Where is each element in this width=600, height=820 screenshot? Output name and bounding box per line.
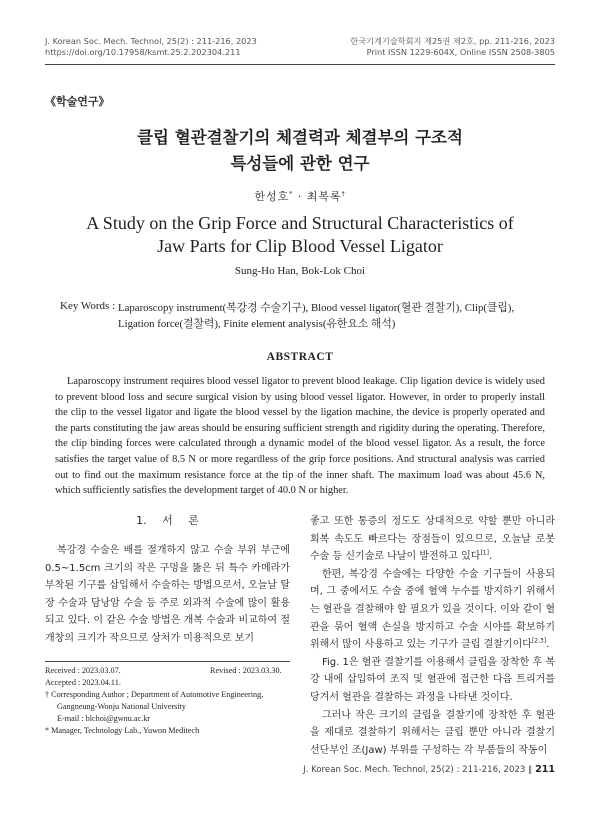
paragraph: 그러나 작은 크기의 클립을 결찰기에 장착한 후 혈관을 제대로 결찰하기 위해서는 클립 뿐만 아니라 결찰기 선단부인 조(Jaw) 부위를 구성하는 각 부품들의 작동이 (310, 709, 555, 756)
journal-citation: J. Korean Soc. Mech. Technol, 25(2) : 211-216, 2023 (45, 36, 257, 46)
journal-citation-korean: 한국기계기술학회지 제25권 제2호, pp. 211-216, 2023 (350, 36, 555, 46)
paragraph-end: . (546, 639, 550, 651)
author-affiliation-note: * Manager, Technology Lab., Yuwon Meditech (45, 726, 200, 735)
paragraph: Fig. 1은 혈관 결찰기를 이용해서 클립을 장착한 후 복강 내에 삽입하여 조직 및 혈관에 접근한 다음 트리거를 당겨서 혈관을 결찰하는 과정을 나타낸 것이다. (310, 656, 555, 703)
page-number: 211 (535, 764, 555, 775)
body-right-column (310, 513, 555, 759)
paper-title-english (0, 212, 600, 258)
asterisk-mark: * (45, 726, 50, 735)
author-1-mark: * (289, 190, 294, 198)
corresponding-author-line1: † Corresponding Author ; Department of Automotive Engineering, (45, 690, 264, 699)
keywords-label: Key Words : (60, 300, 116, 312)
footer-separator: ∥ (528, 765, 533, 775)
abstract-heading: ABSTRACT (266, 351, 334, 363)
doi-link[interactable]: https://doi.org/10.17958/ksmt.25.2.202304.211 (45, 47, 241, 57)
dagger-mark: † (45, 690, 50, 699)
citation-ref[interactable]: [1] (480, 549, 489, 557)
section-heading-introduction (45, 512, 290, 528)
keywords-list: Laparoscopy instrument(복강경 수술기구), Blood vessel ligator(혈관 결찰기), Clip(클립), Ligation force(결찰력), Finite element analysis(유한요소 해석) (118, 302, 515, 330)
received-date: Received : 2023.03.07. (45, 666, 121, 675)
citation-ref[interactable]: [2,3] (531, 637, 547, 645)
author-1-korean: 한성호 (254, 190, 290, 203)
page-footer (303, 764, 555, 775)
corresponding-author-line2: Gangneung-Wonju National University (57, 702, 186, 711)
abstract-body: Laparoscopy instrument requires blood vessel ligator to prevent blood leakage. Clip ligation device is widely used to prevent blood loss and secure surgical vision by using blood vessel ligator. However, in order to properly install the clip to the vessel ligator and ligate the blood vessel by the ligation machine, the device is properly operated and the parts constituting the jaw areas should be ensuring sufficient strength and rigidity during the operating. Therefore, the clip binding forces were calculated through a dynamic model of the blood vessel ligator. As a result, the force satisfies the target value of 8.5 N or more regardless of the grip force positions. And structural analysis was carried out to find out the maximum resistance force at the tip of the inner shaft. The maximum load was about 45.6 N, which sufficiently satisfies the development target of 40.0 N or higher. (55, 376, 545, 497)
author-separator: · (293, 190, 307, 203)
paper-title-korean-line2: 특성들에 관한 연구 (230, 154, 370, 173)
authors-english: Sung-Ho Han, Bok-Lok Choi (234, 265, 366, 277)
section-title: 서 론 (162, 514, 199, 527)
paper-title-english-line1: A Study on the Grip Force and Structural Characteristics of (86, 213, 514, 233)
section-number: 1. (136, 514, 147, 527)
paragraph: 복강경 수술은 배를 절개하지 않고 수술 부위 부근에 0.5~1.5cm 크기의 작은 구멍을 뚫은 뒤 특수 카메라가 부착된 기구를 삽입해서 수술하는 방법으로서, 오늘날 탈장 수술과 담낭암 수술 등 주로 외과적 수술에 많이 활용되고 있다. 이 같은 수술 방법은 개복 수술과 비교하여 절개창의 크기가 작으므로 상처가 미용적으로 보기 (45, 545, 290, 644)
corresponding-author-email[interactable]: E-mail : blchoi@gwnu.ac.kr (57, 714, 151, 723)
footnote-divider (45, 661, 290, 662)
revised-date: Revised : 2023.03.30. (210, 666, 282, 675)
footer-citation: J. Korean Soc. Mech. Technol, 25(2) : 211-216, 2023 (303, 765, 526, 775)
paper-title-korean (0, 125, 600, 177)
paper-title-english-line2: Jaw Parts for Clip Blood Vessel Ligator (157, 236, 443, 256)
corresponding-author-note (45, 689, 295, 725)
accepted-date: Accepted : 2023.04.11. (45, 678, 121, 687)
paper-title-korean-line1: 클립 혈관결찰기의 체결력과 체결부의 구조적 (137, 128, 463, 147)
author-2-korean: 최복록 (306, 190, 342, 203)
paragraph-text: 좋고 또한 통증의 정도도 상대적으로 약할 뿐만 아니라 회복 속도도 빠르다는 장점들이 있으므로, 오늘날 로봇 수술 등 신기술로 나날이 발전하고 있다 (310, 516, 555, 563)
author-2-mark: † (341, 190, 346, 198)
paragraph-end: . (488, 551, 493, 563)
issn-line: Print ISSN 1229-604X, Online ISSN 2508-3805 (366, 47, 555, 57)
body-left-column (45, 542, 290, 648)
running-header-right (350, 36, 555, 58)
paragraph (310, 566, 555, 654)
header-divider (45, 64, 555, 65)
article-category: 《학술연구》 (45, 95, 110, 108)
paragraph-text: 한편, 복강경 수술에는 다양한 수술 기구들이 사용되며, 그 중에서도 수술 중에 혈액 누수를 방지하기 위해서는 혈관을 결찰해야 할 필요가 있을 것이다. 이와 같이 혈관을 묶어 혈액 손실을 방지하고 수술 시야를 확보하기 위해서 많이 사용하고 있는 기구가 클립 결찰기이다 (310, 568, 555, 651)
running-header-left (45, 36, 257, 58)
paragraph (310, 513, 555, 566)
authors-korean (0, 188, 600, 204)
